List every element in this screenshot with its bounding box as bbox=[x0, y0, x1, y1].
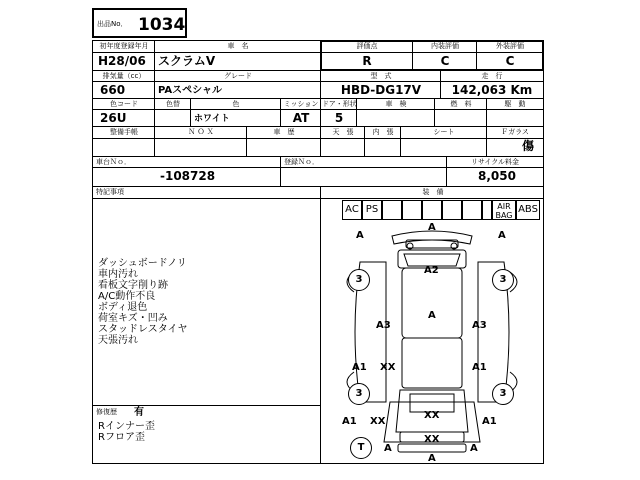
repair-label: 修復歴 bbox=[96, 408, 117, 416]
remark-line: ダッシュボードノリ bbox=[98, 258, 187, 269]
mark-front-right: A bbox=[498, 230, 506, 241]
mission-value: AT bbox=[292, 111, 310, 125]
displacement-label: 排気量（cc） bbox=[102, 72, 146, 80]
equip-ac: AC bbox=[342, 200, 362, 220]
fuel-label: 燃 料 bbox=[450, 100, 472, 108]
mark-bottom-a-right: A bbox=[470, 443, 478, 454]
lot-number: 1034 bbox=[138, 15, 186, 35]
equip-slot bbox=[382, 200, 402, 220]
color-change-label: 色替 bbox=[166, 100, 180, 108]
remark-line: 看板文字削り跡 bbox=[98, 280, 168, 291]
equip-airbag-label: AIR BAG bbox=[495, 202, 513, 220]
interior-score-value: C bbox=[440, 54, 450, 68]
repair-line: Rインナー歪 bbox=[98, 421, 155, 432]
equip-abs: ABS bbox=[516, 200, 540, 220]
first-reg-label: 初年度登録年月 bbox=[99, 42, 149, 50]
lot-number-label: 出品No． bbox=[97, 20, 128, 28]
color-value: ホワイト bbox=[194, 114, 230, 124]
equipment-label: 装 備 bbox=[422, 188, 444, 196]
history-label: 車 歴 bbox=[273, 128, 295, 136]
equip-slot bbox=[402, 200, 422, 220]
remark-line: スタッドレスタイヤ bbox=[98, 324, 188, 335]
car-damage-diagram bbox=[320, 222, 544, 464]
mark-tail-xx-1: XX bbox=[424, 410, 440, 421]
chassis-label: 車台Ｎｏ． bbox=[96, 158, 131, 166]
roof-rear bbox=[402, 338, 462, 388]
exterior-score-label: 外装評価 bbox=[496, 42, 524, 50]
mark-rear-left-xx: XX bbox=[370, 416, 386, 427]
grade-label: グレード bbox=[224, 72, 252, 80]
color-code-value: 26U bbox=[100, 111, 127, 125]
mark-roof-rear: A bbox=[428, 310, 436, 321]
remark-line: 天張汚れ bbox=[98, 335, 138, 346]
displacement-value: 660 bbox=[100, 83, 126, 97]
remark-line: A/C動作不良 bbox=[98, 291, 156, 302]
repair-line: Rフロア歪 bbox=[98, 432, 145, 443]
grade-value: PAスペシャル bbox=[158, 85, 222, 96]
seat-label: シート bbox=[433, 128, 455, 136]
mark-bottom-t: T bbox=[350, 437, 372, 459]
color-label: 色 bbox=[232, 100, 240, 108]
drive-label: 駆 動 bbox=[504, 100, 526, 108]
car-name-value: スクラムV bbox=[158, 54, 216, 68]
rear-view-bumper bbox=[398, 444, 466, 452]
model-label: 型 式 bbox=[370, 72, 392, 80]
mark-rear-right-a1: A1 bbox=[482, 416, 497, 427]
mark-left-rear-xx: XX bbox=[380, 362, 396, 373]
remark-line: 荷室キズ・凹み bbox=[98, 313, 168, 324]
roof bbox=[402, 268, 462, 338]
nox-label: Ｎ Ｏ Ｘ bbox=[188, 128, 214, 136]
remark-line: ボディ退色 bbox=[98, 302, 148, 313]
exterior-score-value: C bbox=[505, 54, 515, 68]
car-name-label: 車 名 bbox=[227, 42, 249, 50]
mark-bottom-center: A bbox=[428, 453, 436, 464]
mark-right-rear-circle: 3 bbox=[492, 383, 514, 405]
manual-label: 整備手帳 bbox=[110, 128, 138, 136]
mark-right-side: A3 bbox=[472, 320, 487, 331]
equip-slot bbox=[422, 200, 442, 220]
mission-label: ミッション bbox=[283, 100, 319, 108]
model-value: HBD-DG17V bbox=[340, 83, 422, 97]
equip-ps: PS bbox=[362, 200, 382, 220]
mileage-value: 142,063 Km bbox=[451, 83, 533, 97]
mark-front-center: A bbox=[428, 222, 436, 233]
color-code-label: 色コード bbox=[110, 100, 138, 108]
reg-no-label: 登録Ｎｏ． bbox=[284, 158, 319, 166]
mark-front-left: A bbox=[356, 230, 364, 241]
mark-left-side: A3 bbox=[376, 320, 391, 331]
mileage-label: 走 行 bbox=[481, 72, 503, 80]
equip-slot bbox=[442, 200, 462, 220]
mark-right-rear-a1: A1 bbox=[472, 362, 487, 373]
ceiling-label: 天 張 bbox=[332, 128, 354, 136]
chassis-value: -108728 bbox=[160, 169, 216, 183]
equip-slot bbox=[482, 200, 492, 220]
f-glass-label: Ｆガラス bbox=[501, 128, 529, 136]
repair-value: 有 bbox=[134, 407, 144, 418]
equip-airbag bbox=[492, 200, 516, 220]
f-glass-value: 傷 bbox=[522, 139, 535, 153]
recycle-label: リサイクル料金 bbox=[470, 158, 520, 166]
mark-left-front-circle: 3 bbox=[348, 269, 370, 291]
inspection-label: 車 検 bbox=[385, 100, 407, 108]
lot-number-box bbox=[92, 8, 187, 38]
mark-rear-left-a1: A1 bbox=[342, 416, 357, 427]
mark-tail-xx-2: XX bbox=[424, 434, 440, 445]
equip-slot bbox=[462, 200, 482, 220]
mark-bottom-a-left: A bbox=[384, 443, 392, 454]
mark-right-front-circle: 3 bbox=[492, 269, 514, 291]
grade-score-value: R bbox=[362, 54, 372, 68]
grade-score-label: 評価点 bbox=[356, 42, 378, 50]
remark-line: 車内汚れ bbox=[98, 269, 138, 280]
recycle-value: 8,050 bbox=[478, 169, 516, 183]
doors-label: ドア・形状 bbox=[322, 100, 357, 108]
first-reg-value: H28/06 bbox=[98, 54, 146, 68]
interior-score-label: 内装評価 bbox=[431, 42, 459, 50]
mark-left-rear-a1: A1 bbox=[352, 362, 367, 373]
mark-roof-front: A2 bbox=[424, 265, 439, 276]
doors-value: 5 bbox=[334, 111, 344, 125]
remarks-label: 特記事項 bbox=[96, 188, 124, 196]
mark-left-rear-circle: 3 bbox=[348, 383, 370, 405]
interior-trim-label: 内 張 bbox=[372, 128, 394, 136]
